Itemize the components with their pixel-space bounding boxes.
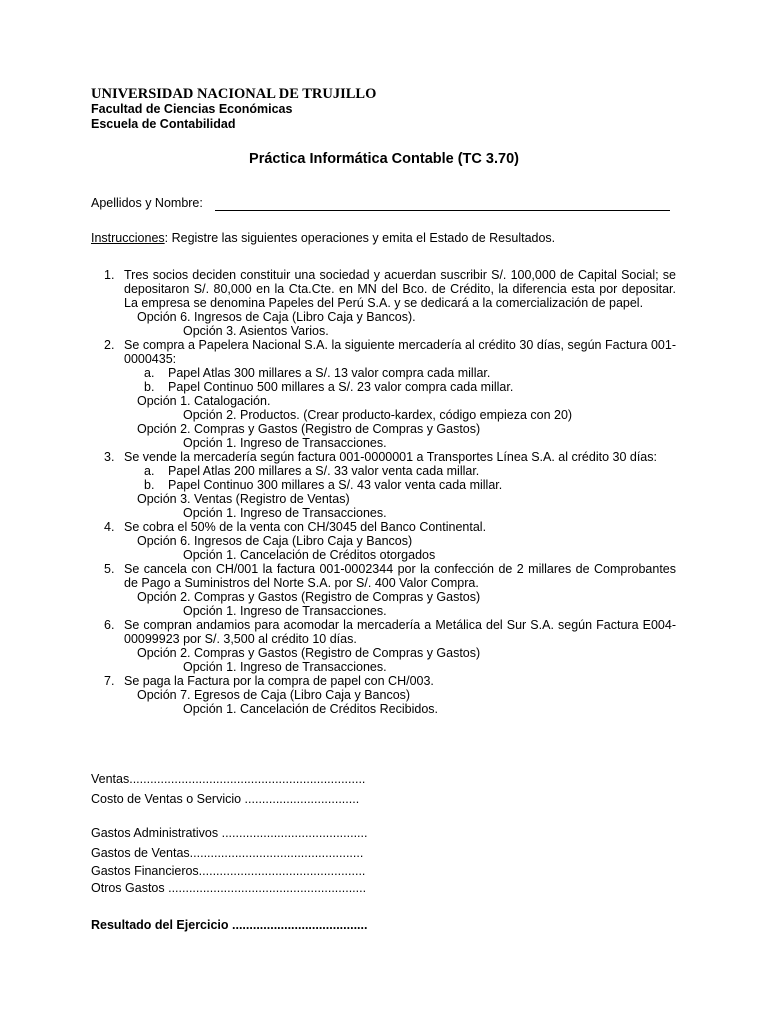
operation-number: 5.: [104, 562, 115, 576]
operation-number: 7.: [104, 674, 115, 688]
sub-item-marker: b.: [144, 478, 155, 492]
operations-list: [0, 268, 768, 716]
operation-text: Se vende la mercadería según factura 001-0000001 a Transportes Línea S.A. al crédito 30 días:: [124, 450, 657, 464]
operation-text: Se compra a Papelera Nacional S.A. la siguiente mercadería al crédito 30 días, según Factura 001-0000435:: [124, 338, 676, 366]
operation-item: [0, 618, 768, 674]
result-gastos-ventas: Gastos de Ventas..................................................: [91, 846, 364, 860]
result-costo-ventas: Costo de Ventas o Servicio .................................: [91, 792, 360, 806]
option-line: Opción 2. Productos. (Crear producto-kardex, código empieza con 20): [183, 408, 573, 422]
option-line: Opción 7. Egresos de Caja (Libro Caja y Bancos): [137, 688, 411, 702]
sub-item-text: Papel Continuo 300 millares a S/. 43 valor venta cada millar.: [168, 478, 503, 492]
university-name: UNIVERSIDAD NACIONAL DE TRUJILLO: [91, 86, 377, 102]
operation-item: [0, 562, 768, 618]
option-line: Opción 2. Compras y Gastos (Registro de Compras y Gastos): [137, 646, 481, 660]
option-line: Opción 3. Asientos Varios.: [183, 324, 329, 338]
operation-item: [0, 450, 768, 520]
option-line: Opción 6. Ingresos de Caja (Libro Caja y Bancos).: [137, 310, 416, 324]
sub-item-text: Papel Atlas 300 millares a S/. 13 valor compra cada millar.: [168, 366, 491, 380]
operation-text: Tres socios deciden constituir una sociedad y acuerdan suscribir S/. 100,000 de Capital Social; se depositaron S/. 80,000 en la Cta.Cte. en MN del Bco. de Crédito, la diferencia esta por depositar. La empresa se denomina Papeles del Perú S.A. y se dedicará a la comercialización de papel.: [124, 268, 676, 310]
operation-item: [0, 338, 768, 450]
sub-item-marker: a.: [144, 366, 155, 380]
result-gastos-administrativos: Gastos Administrativos ..........................................: [91, 826, 368, 840]
sub-item-marker: a.: [144, 464, 155, 478]
operation-text: Se paga la Factura por la compra de papel con CH/003.: [124, 674, 434, 688]
operation-text: Se compran andamios para acomodar la mercadería a Metálica del Sur S.A. según Factura E004-00099923 por S/. 3,500 al crédito 10 días.: [124, 618, 676, 646]
school-name: Escuela de Contabilidad: [91, 117, 236, 131]
operation-number: 6.: [104, 618, 115, 632]
operation-number: 1.: [104, 268, 115, 282]
operation-text: Se cobra el 50% de la venta con CH/3045 del Banco Continental.: [124, 520, 487, 534]
operation-number: 3.: [104, 450, 115, 464]
faculty-name: Facultad de Ciencias Económicas: [91, 102, 293, 116]
option-line: Opción 1. Ingreso de Transacciones.: [183, 506, 387, 520]
sub-item: [0, 366, 768, 380]
instructions-text: : Registre las siguientes operaciones y emita el Estado de Resultados.: [164, 231, 556, 245]
result-otros-gastos: Otros Gastos .........................................................: [91, 881, 367, 895]
result-resultado-ejercicio: Resultado del Ejercicio .......................................: [91, 918, 368, 932]
option-line: Opción 1. Cancelación de Créditos Recibidos.: [183, 702, 438, 716]
document-title: Práctica Informática Contable (TC 3.70): [249, 151, 519, 167]
sub-item-text: Papel Continuo 500 millares a S/. 23 valor compra cada millar.: [168, 380, 514, 394]
operation-item: [0, 674, 768, 716]
sub-item-text: Papel Atlas 200 millares a S/. 33 valor venta cada millar.: [168, 464, 480, 478]
sub-item-marker: b.: [144, 380, 155, 394]
option-line: Opción 1. Ingreso de Transacciones.: [183, 436, 387, 450]
operation-text: Se cancela con CH/001 la factura 001-0002344 por la confección de 2 millares de Comprobantes de Pago a Suministros del Norte S.A. por S/. 400 Valor Compra.: [124, 562, 676, 590]
sub-item: [0, 464, 768, 478]
name-field-label: Apellidos y Nombre:: [91, 196, 203, 210]
option-line: Opción 3. Ventas (Registro de Ventas): [137, 492, 350, 506]
option-line: Opción 1. Ingreso de Transacciones.: [183, 604, 387, 618]
name-field: [91, 196, 203, 210]
operation-item: [0, 268, 768, 338]
option-line: Opción 1. Catalogación.: [137, 394, 271, 408]
option-line: Opción 2. Compras y Gastos (Registro de Compras y Gastos): [137, 422, 481, 436]
instructions: [91, 231, 555, 245]
operation-number: 2.: [104, 338, 115, 352]
operation-item: [0, 520, 768, 562]
operation-number: 4.: [104, 520, 115, 534]
result-ventas: Ventas....................................................................: [91, 772, 366, 786]
sub-item: [0, 380, 768, 394]
option-line: Opción 2. Compras y Gastos (Registro de Compras y Gastos): [137, 590, 481, 604]
instructions-label: Instrucciones: [91, 231, 165, 245]
option-line: Opción 1. Ingreso de Transacciones.: [183, 660, 387, 674]
name-underline: [215, 210, 670, 211]
option-line: Opción 1. Cancelación de Créditos otorgados: [183, 548, 436, 562]
result-gastos-financieros: Gastos Financieros................................................: [91, 864, 366, 878]
option-line: Opción 6. Ingresos de Caja (Libro Caja y Bancos): [137, 534, 413, 548]
sub-item: [0, 478, 768, 492]
